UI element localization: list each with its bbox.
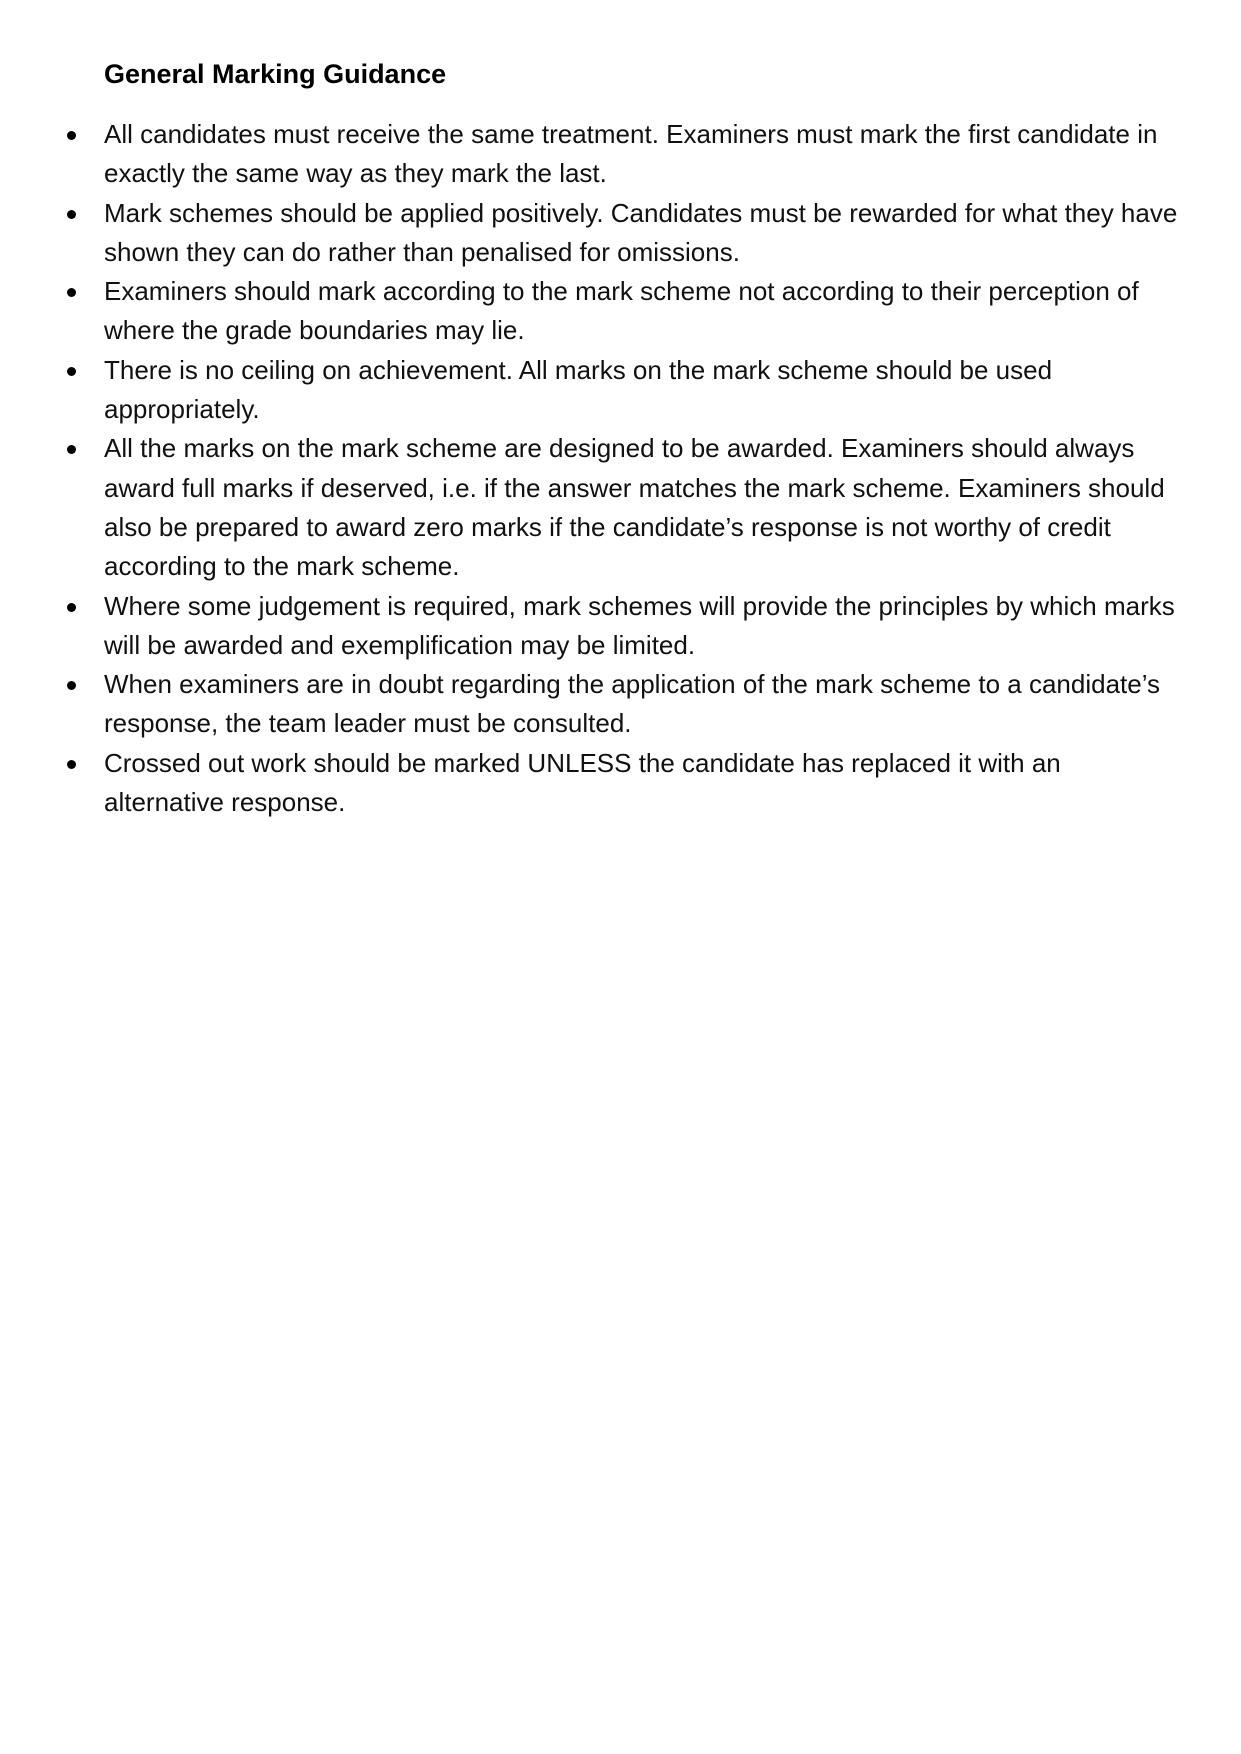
guidance-item bbox=[0, 194, 1179, 273]
bullet-icon bbox=[67, 760, 76, 769]
bullet-icon bbox=[67, 681, 76, 690]
guidance-item bbox=[0, 272, 1179, 351]
bullet-icon bbox=[67, 288, 76, 297]
section-heading: General Marking Guidance bbox=[104, 59, 447, 89]
guidance-item-text: Examiners should mark according to the mark scheme not according to their perception of where the grade boundaries may lie. bbox=[104, 276, 1139, 346]
guidance-item bbox=[0, 429, 1179, 586]
bullet-icon bbox=[67, 367, 76, 376]
bullet-icon bbox=[67, 445, 76, 454]
guidance-item bbox=[0, 665, 1179, 744]
guidance-item bbox=[0, 587, 1179, 666]
guidance-item bbox=[0, 351, 1179, 430]
bullet-icon bbox=[67, 131, 76, 140]
guidance-item-text: Crossed out work should be marked UNLESS the candidate has replaced it with an alternative response. bbox=[104, 747, 1061, 818]
bullet-icon bbox=[67, 210, 76, 219]
guidance-item-text: Where some judgement is required, mark schemes will provide the principles by which marks will be awarded and exemplification may be limited. bbox=[104, 590, 1175, 660]
guidance-item-text: There is no ceiling on achievement. All marks on the mark scheme should be used appropriately. bbox=[104, 354, 1053, 425]
guidance-item-text: All the marks on the mark scheme are designed to be awarded. Examiners should always award full marks if deserved, i.e. if the answer matches the mark scheme. Examiners should also be prepared to award zero marks if the candidate’s response is not worthy of credit according to the mark scheme. bbox=[104, 433, 1165, 582]
guidance-item bbox=[0, 744, 1179, 823]
guidance-item bbox=[0, 115, 1179, 194]
guidance-list bbox=[0, 115, 1241, 822]
guidance-item-text: Mark schemes should be applied positively. Candidates must be rewarded for what they have shown they can do rather than penalised for omissions. bbox=[104, 197, 1178, 267]
bullet-icon bbox=[67, 603, 76, 612]
guidance-item-text: When examiners are in doubt regarding the application of the mark scheme to a candidate’s response, the team leader must be consulted. bbox=[104, 669, 1161, 739]
guidance-item-text: All candidates must receive the same treatment. Examiners must mark the first candidate in exactly the same way as they mark the last. bbox=[104, 119, 1158, 189]
